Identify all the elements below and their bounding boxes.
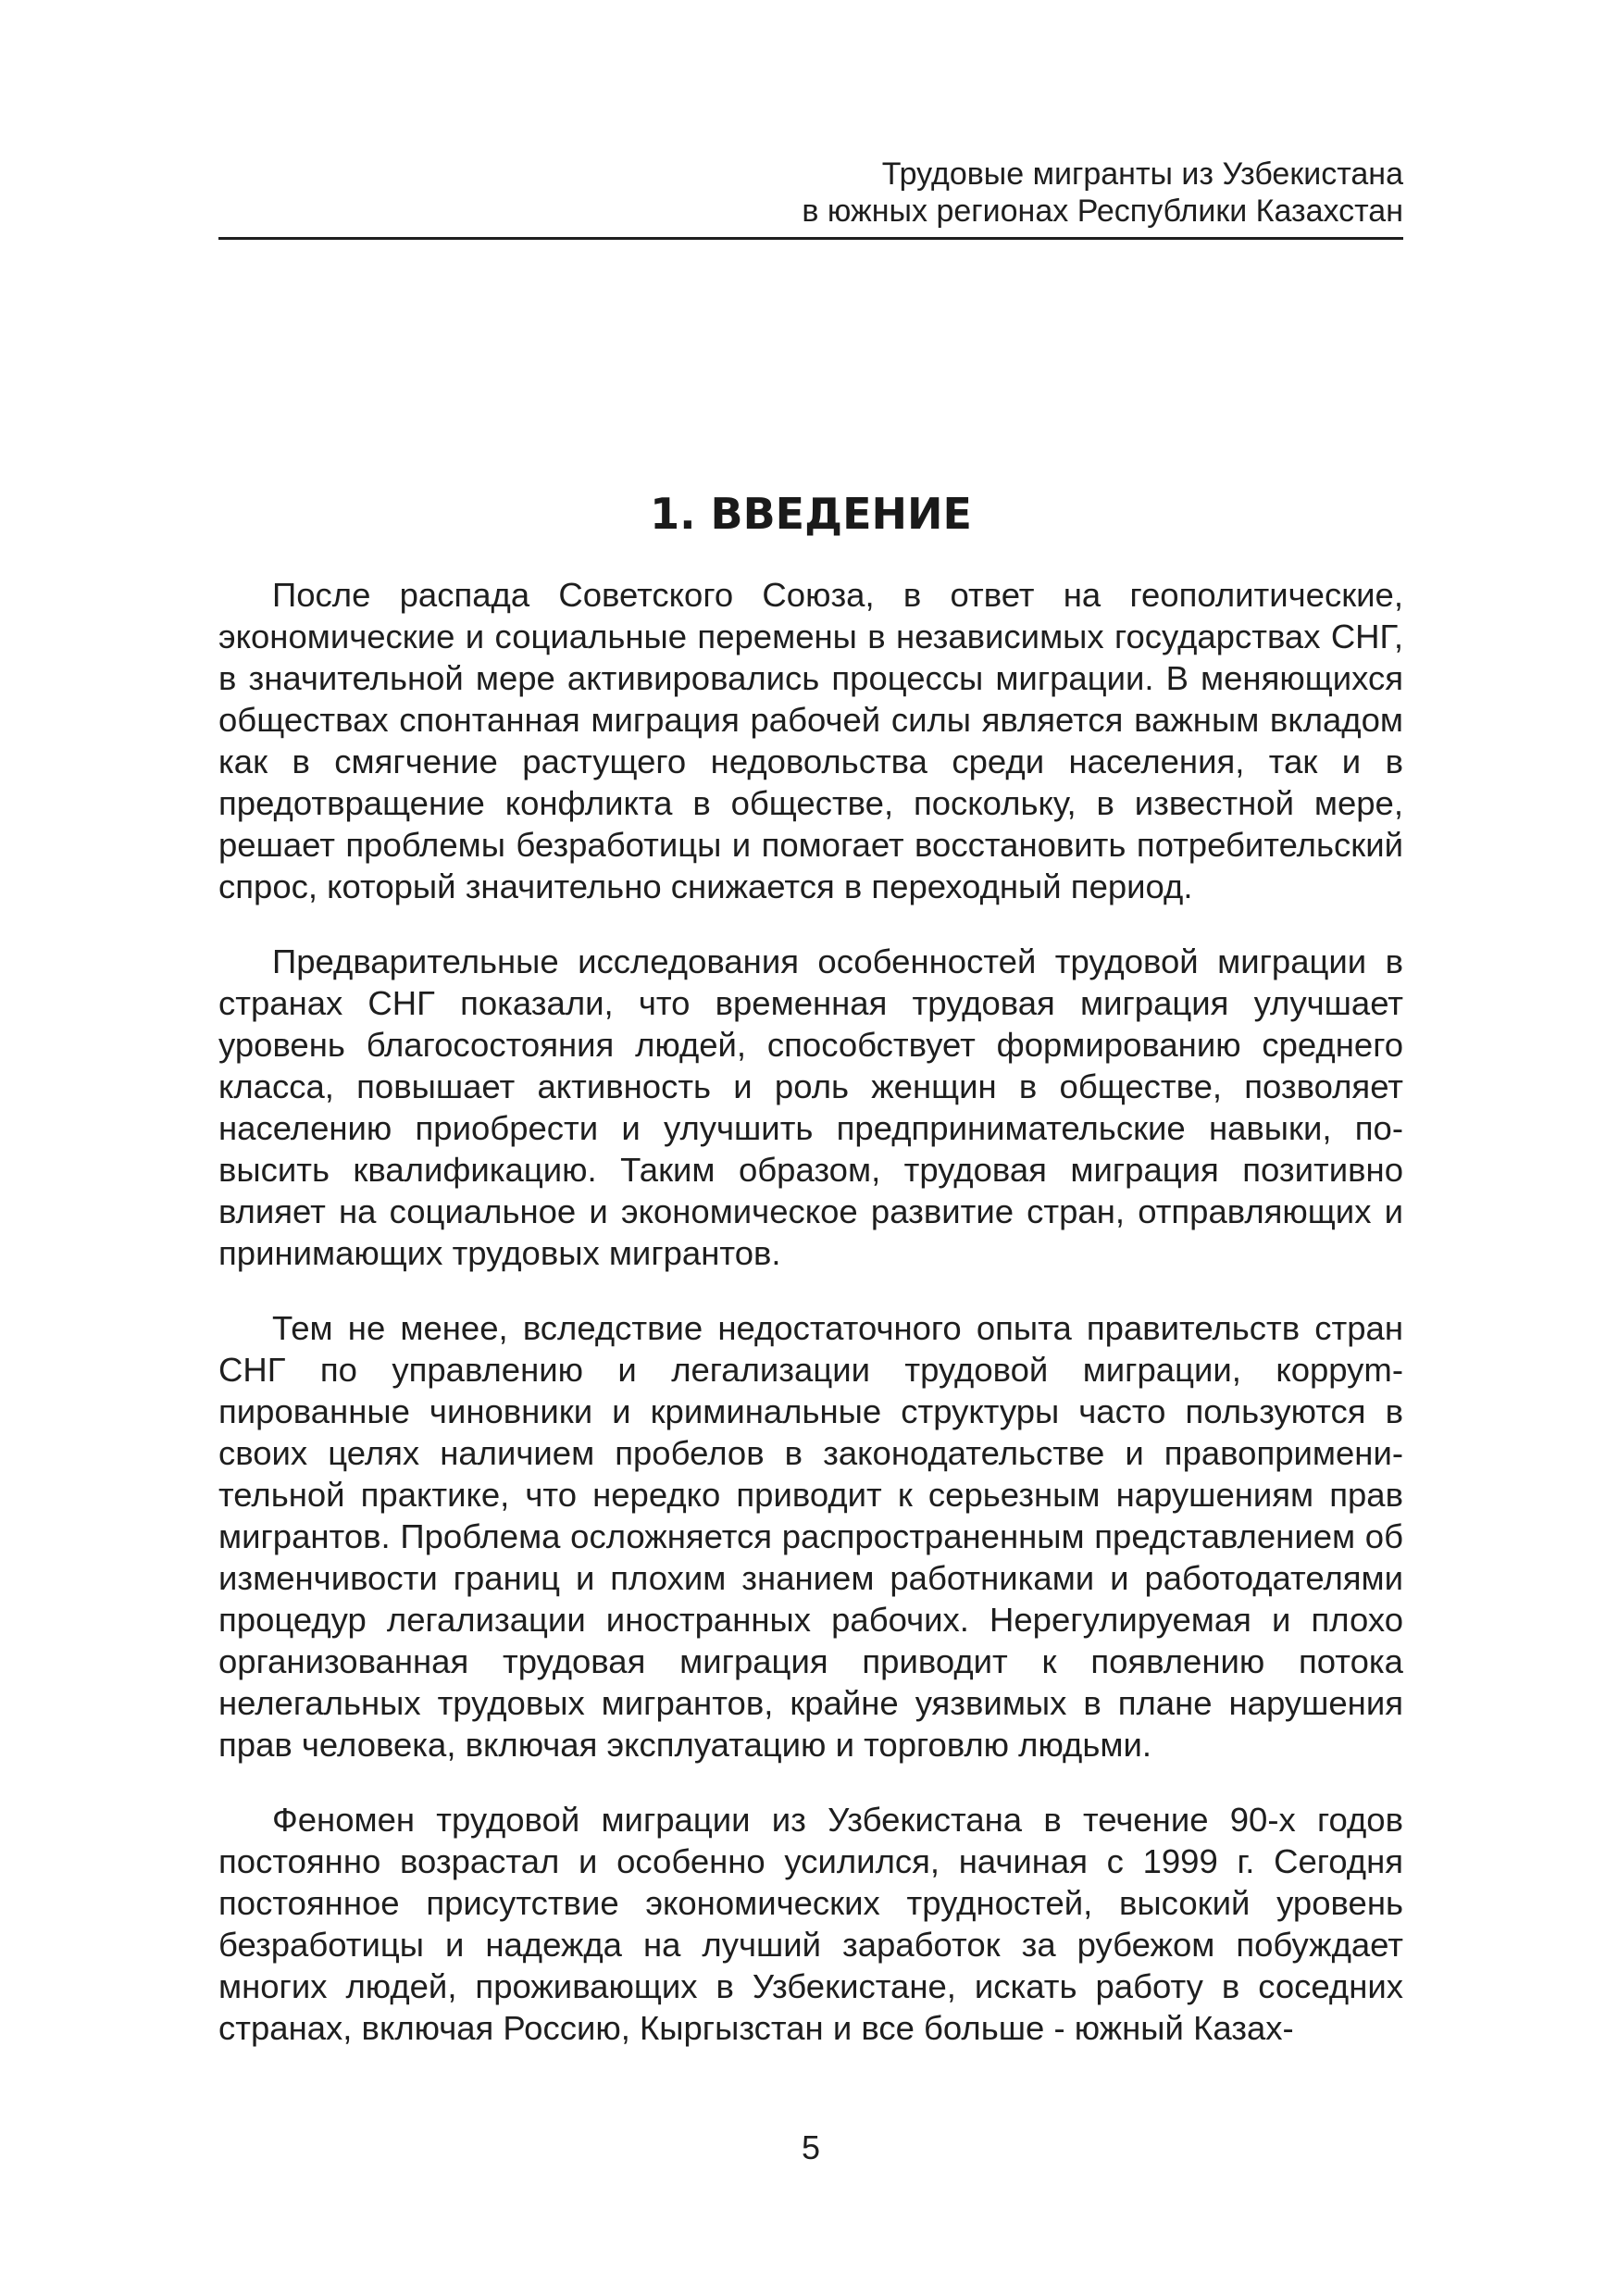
page-number: 5 <box>801 2128 821 2166</box>
paragraph: Феномен трудовой миграции из Узбекистана в течение 90-х годов постоянно возрастал и особенно усилился, начиная с 1999 г. Сегодня постоянное присутствие экономических трудностей, высокий уровень безработицы и надежда на лучший заработок за рубежом побуждает многих людей, проживающих в Узбекистане, искать работу в соседних странах, включая Россию, Кыргызстан и все больше - южный Казах- <box>218 1801 1403 2047</box>
running-header-line-2: в южных регионах Республики Казахстан <box>802 193 1403 229</box>
body-text <box>218 574 1403 2082</box>
header-divider <box>218 237 1403 240</box>
paragraph: После распада Советского Союза, в ответ на геополитические, экономические и социальные перемены в независимых государствах СНГ, в значительной мере активировались процессы миграции. В меняющихся обществах спонтанная миграция рабочей силы является важным вкладом как в смягчение растущего недовольства среди населения, так и в предотвращение конфликта в обществе, поскольку, в известной мере, решает проблемы безработицы и помогает восстановить потребительский спрос, который значительно снижается в переходный период. <box>218 576 1403 905</box>
running-header <box>218 156 1403 230</box>
paragraph: Предварительные исследования особенностей трудовой миграции в странах СНГ показали, что временная трудовая миграция улучшает уровень благосостояния людей, способствует формированию среднего класса, повышает активность и роль женщин в обществе, позволяет населению приобрести и улучшить предпринимательские навыки, повысить квалификацию. Таким образом, трудовая миграция позитивно влияет на социальное и экономическое развитие стран, отправляющих и принимающих трудовых мигрантов. <box>218 942 1403 1272</box>
running-header-line-1: Трудовые мигранты из Узбекистана <box>881 156 1403 192</box>
chapter-title: 1. ВВЕДЕНИЕ <box>650 489 972 539</box>
paragraph: Тем не менее, вследствие недостаточного опыта правительств стран СНГ по управлению и легализации трудовой миграции, корруmпированные чиновники и криминальные структуры часто пользуются в своих целях наличием пробелов в законодательстве и правоприменительной практике, что нередко приводит к серьезным нарушениям прав мигрантов. Проблема осложняется распространенным представлением об изменчивости границ и плохим знанием работниками и работодателями процедур легализации иностранных рабочих. Нерегулируемая и плохо организованная трудовая миграция приводит к появлению потока нелегальных трудовых мигрантов, крайне уязвимых в плане нарушения прав человека, включая эксплуатацию и торговлю людьми. <box>218 1309 1403 1764</box>
